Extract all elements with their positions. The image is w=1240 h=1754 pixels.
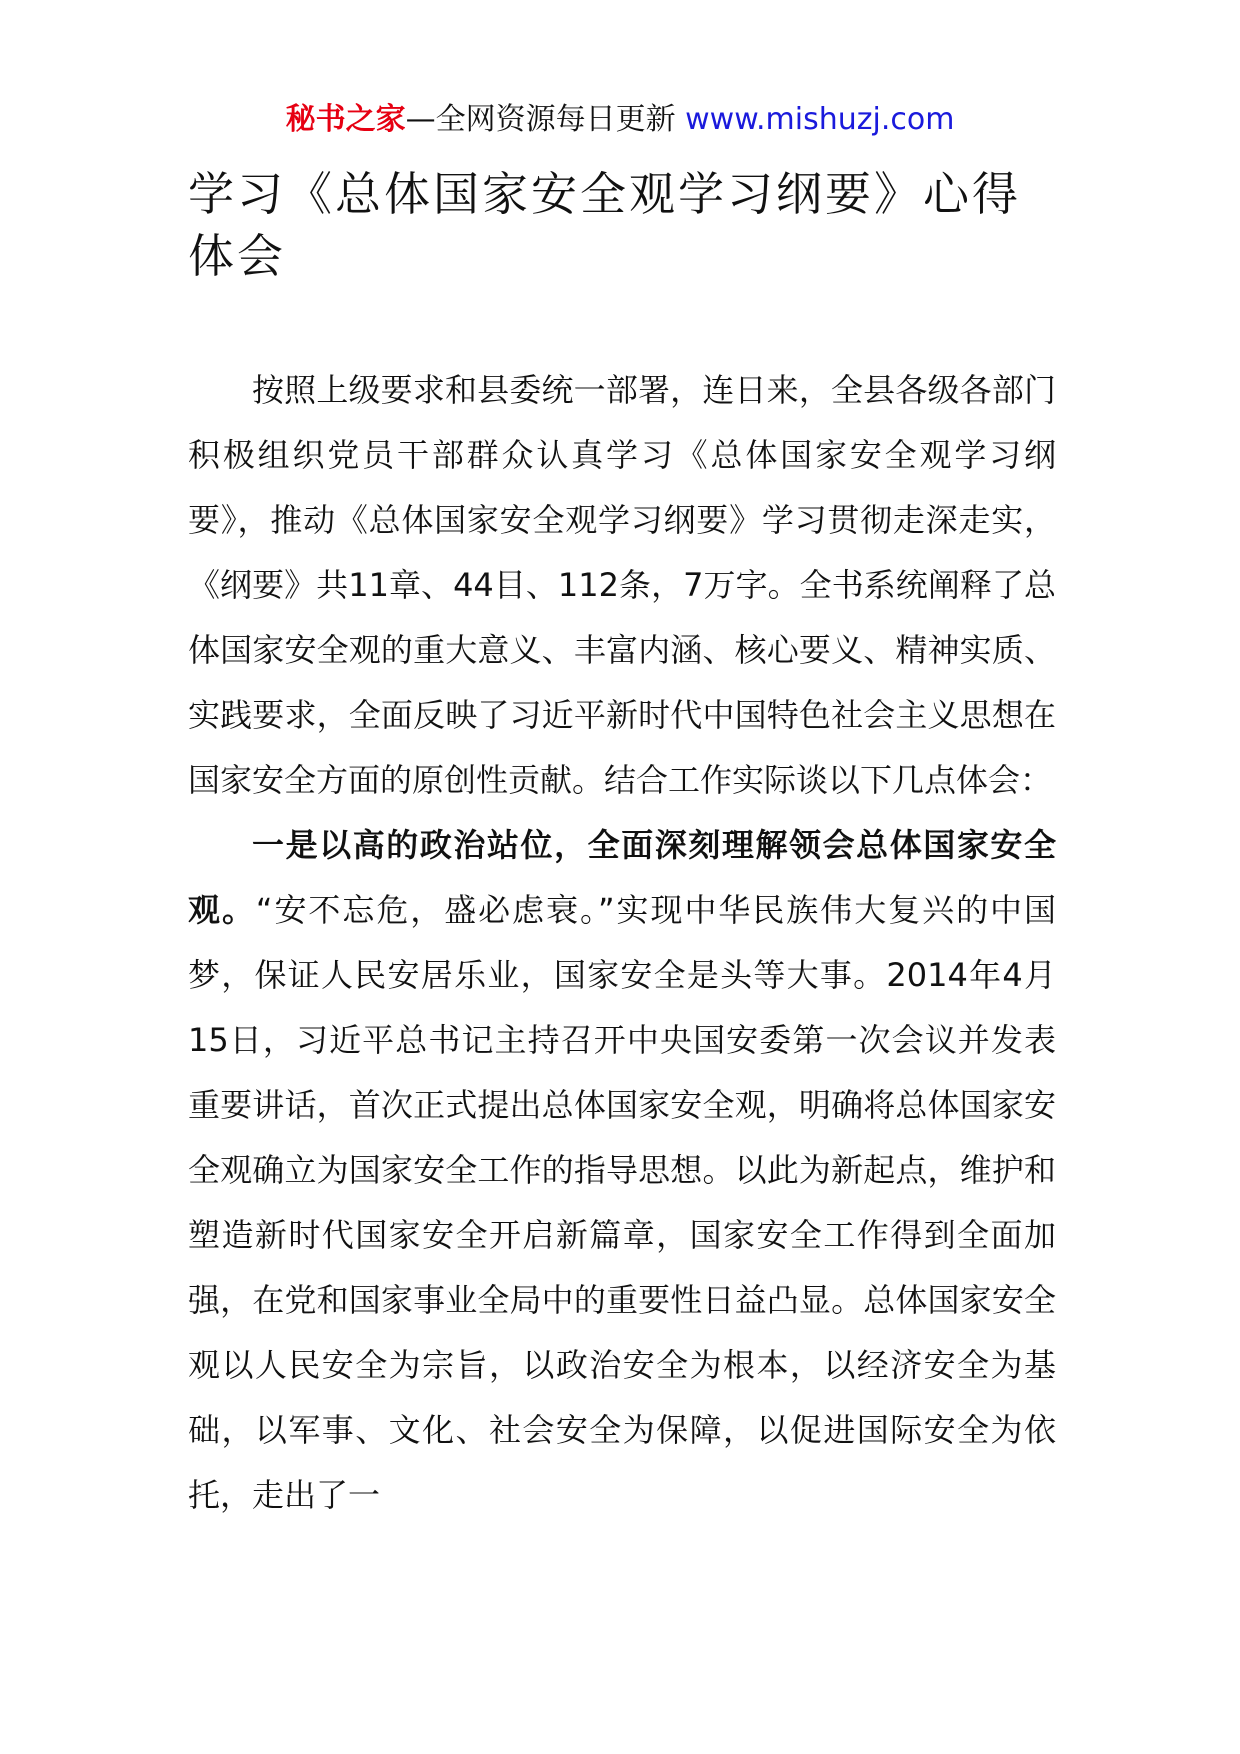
brand-name: 秘书之家 [285,102,406,137]
site-url-link[interactable]: www.mishuzj.com [685,102,955,137]
header-tagline: —全网资源每日更新 [405,102,676,137]
paragraph-2-text: “安不忘危，盛必虑衰。”实现中华民族伟大复兴的中国梦，保证人民安居乐业，国家安全是头等大事。2014年4月15日，习近平总书记主持召开中央国安委第一次会议并发表重要讲话，首次正式提出总体国家安全观，明确将总体国家安全观确立为国家安全工作的指导思想。以此为新起点，维护和塑造新时代国家安全开启新篇章，国家安全工作得到全面加强，在党和国家事业全局中的重要性日益凸显。总体国家安全观以人民安全为宗旨，以政治安全为根本，以经济安全为基础，以军事、文化、社会安全为保障，以促进国际安全为依托，走出了一 [188,891,1056,1514]
document-title: 学习《总体国家安全观学习纲要》心得体会 [188,167,1021,283]
site-header [0,98,1240,142]
paragraph-1-text: 按照上级要求和县委统一部署，连日来，全县各级各部门积极组织党员干部群众认真学习《总体国家安全观学习纲要》，推动《总体国家安全观学习纲要》学习贯彻走深走实，《纲要》共11章、44目、112条，7万字。全书系统阐释了总体国家安全观的重大意义、丰富内涵、核心要义、精神实质、实践要求，全面反映了习近平新时代中国特色社会主义思想在国家安全方面的原创性贡献。结合工作实际谈以下几点体会： [188,371,1056,799]
body-paragraph-1 [188,358,1056,813]
body-paragraph-2 [188,813,1056,1528]
paragraph-2-lead: 一是以高的政治站位，全面深刻理解领会总体国家安全观。 [188,826,1056,929]
document-body [188,358,1056,1528]
